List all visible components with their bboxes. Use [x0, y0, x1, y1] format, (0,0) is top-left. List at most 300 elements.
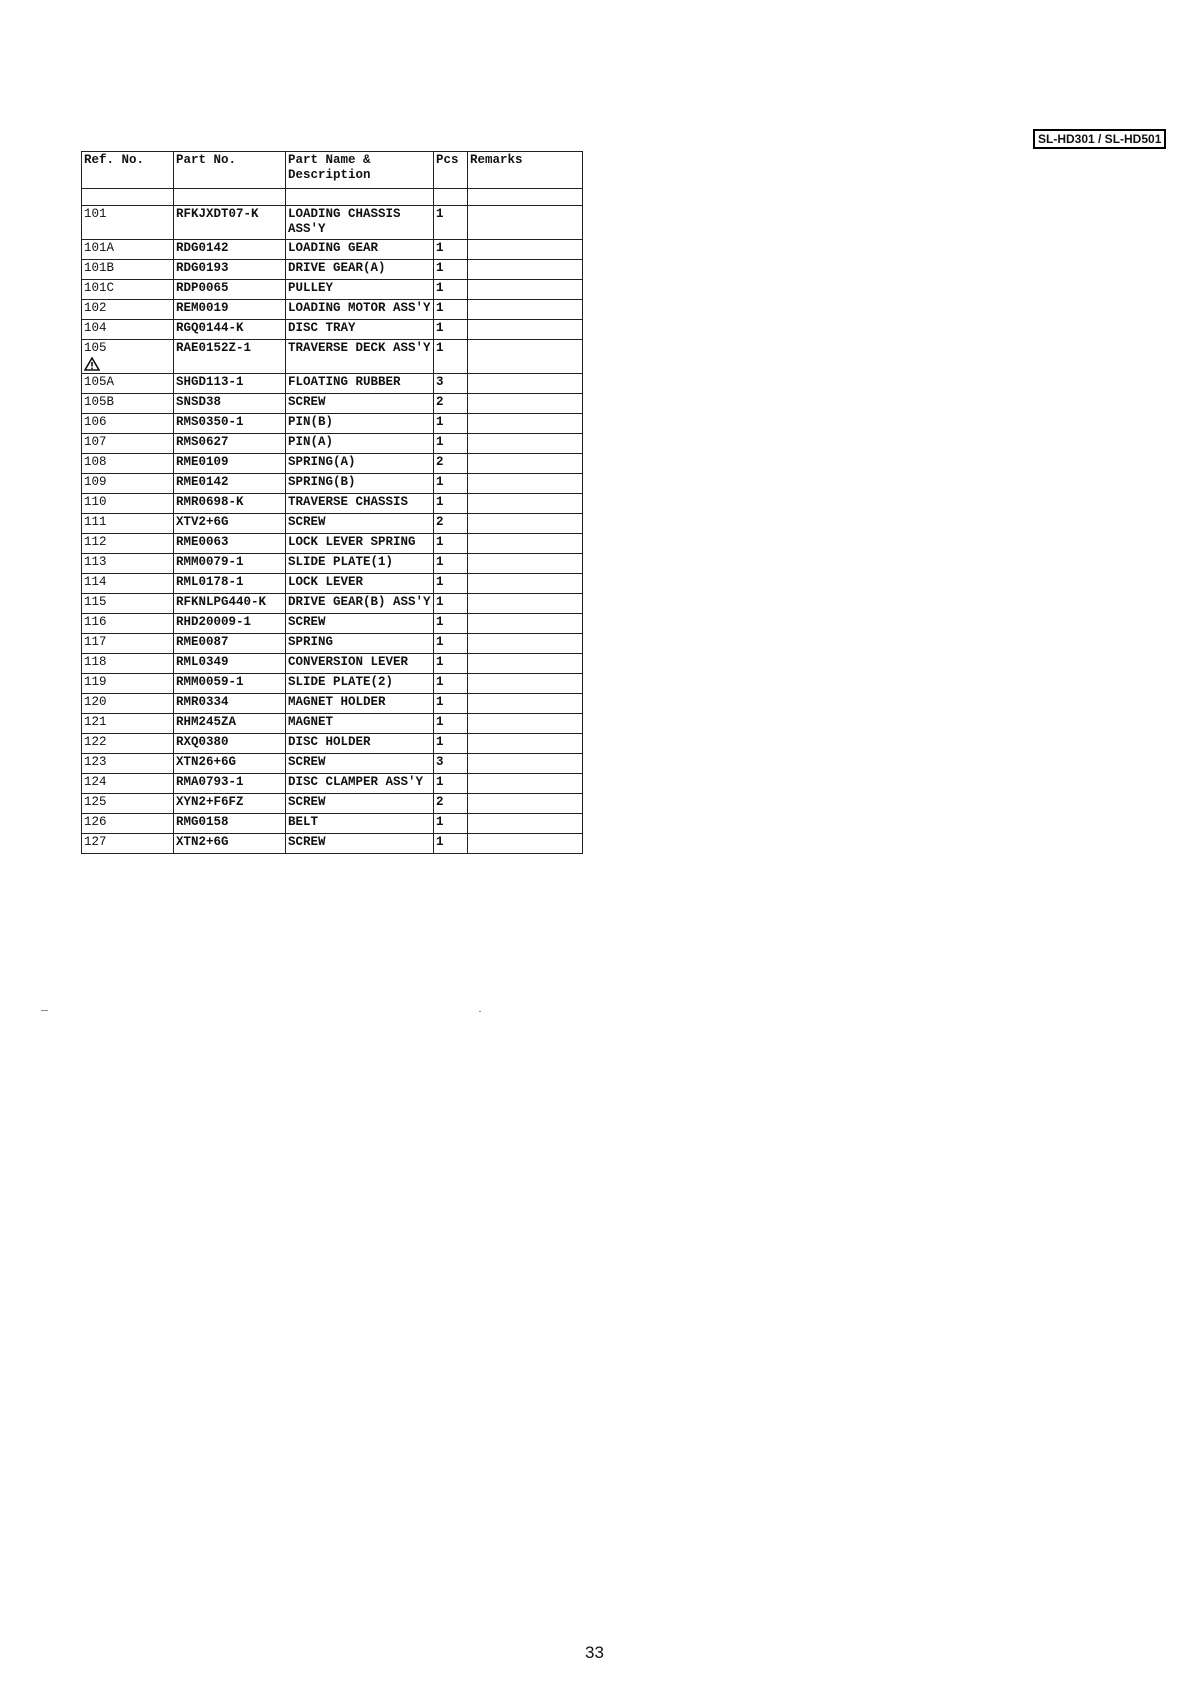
part-no-cell — [174, 554, 286, 574]
ref-no-cell — [82, 434, 174, 454]
part-no-cell — [174, 374, 286, 394]
part-no-cell — [174, 674, 286, 694]
pcs-cell-text: 1 — [436, 835, 444, 849]
pcs-cell — [434, 794, 468, 814]
part-no-cell-text: RHD20009-1 — [176, 615, 252, 629]
part-name-cell — [286, 754, 434, 774]
remarks-cell — [468, 574, 583, 594]
part-name-cell — [286, 474, 434, 494]
ref-no-cell-text: 122 — [84, 735, 107, 749]
ref-no-cell-text: 117 — [84, 635, 107, 649]
pcs-cell — [434, 434, 468, 454]
part-name-cell — [286, 714, 434, 734]
remarks-cell — [468, 654, 583, 674]
table-row — [82, 434, 583, 454]
table-row — [82, 394, 583, 414]
pcs-cell — [434, 374, 468, 394]
ref-no-cell-text: 116 — [84, 615, 107, 629]
table-row — [82, 534, 583, 554]
part-no-cell-text: RML0349 — [176, 655, 229, 669]
remarks-cell — [468, 494, 583, 514]
pcs-cell-text: 1 — [436, 735, 444, 749]
ref-no-cell — [82, 300, 174, 320]
part-name-cell-text: LOADING GEAR — [288, 241, 379, 255]
part-name-cell — [286, 260, 434, 280]
part-no-cell-text: RFKNLPG440-K — [176, 595, 267, 609]
ref-no-cell — [82, 574, 174, 594]
part-name-cell — [286, 694, 434, 714]
table-row — [82, 614, 583, 634]
model-label: SL-HD301 / SL-HD501 — [1033, 129, 1166, 149]
table-row — [82, 814, 583, 834]
part-name-cell — [286, 374, 434, 394]
remarks-cell — [468, 534, 583, 554]
table-row — [82, 320, 583, 340]
part-no-cell — [174, 300, 286, 320]
part-no-cell-text: RDP0065 — [176, 281, 229, 295]
pcs-cell — [434, 206, 468, 240]
part-name-cell — [286, 454, 434, 474]
ref-no-cell-text: 110 — [84, 495, 107, 509]
part-no-cell-text: RMM0079-1 — [176, 555, 244, 569]
ref-no-cell — [82, 474, 174, 494]
pcs-cell-text: 1 — [436, 595, 444, 609]
part-name-cell — [286, 634, 434, 654]
pcs-cell — [434, 774, 468, 794]
part-no-cell — [174, 614, 286, 634]
part-name-cell — [286, 774, 434, 794]
part-no-cell-text: RMA0793-1 — [176, 775, 244, 789]
part-no-cell — [174, 694, 286, 714]
ref-no-cell-text: 108 — [84, 455, 107, 469]
part-no-cell — [174, 414, 286, 434]
ref-no-cell-text: 123 — [84, 755, 107, 769]
table-row — [82, 714, 583, 734]
part-name-cell-text: SCREW — [288, 615, 326, 629]
part-no-cell — [174, 320, 286, 340]
table-row — [82, 834, 583, 854]
pcs-cell — [434, 514, 468, 534]
table-row — [82, 674, 583, 694]
ref-no-cell — [82, 814, 174, 834]
table-row — [82, 300, 583, 320]
part-name-cell-text: PULLEY — [288, 281, 334, 295]
remarks-cell — [468, 774, 583, 794]
column-header-remarks: Remarks — [468, 152, 583, 189]
safety-warning-icon — [84, 357, 171, 371]
remarks-cell — [468, 394, 583, 414]
part-no-cell-text: RHM245ZA — [176, 715, 237, 729]
pcs-cell — [434, 240, 468, 260]
table-row — [82, 374, 583, 394]
part-name-cell-text: SPRING — [288, 635, 334, 649]
part-name-cell — [286, 206, 434, 240]
table-row — [82, 774, 583, 794]
table-row — [82, 694, 583, 714]
ref-no-cell — [82, 414, 174, 434]
ref-no-cell — [82, 714, 174, 734]
part-name-cell-text: SCREW — [288, 395, 326, 409]
part-name-cell — [286, 280, 434, 300]
pcs-cell-text: 3 — [436, 755, 444, 769]
pcs-cell — [434, 754, 468, 774]
part-name-cell — [286, 320, 434, 340]
part-name-cell — [286, 574, 434, 594]
pcs-cell — [434, 594, 468, 614]
pcs-cell — [434, 474, 468, 494]
column-header-pcs: Pcs — [434, 152, 468, 189]
ref-no-cell — [82, 654, 174, 674]
part-name-cell-text: FLOATING RUBBER — [288, 375, 401, 389]
table-row — [82, 654, 583, 674]
part-name-cell-text: LOCK LEVER — [288, 575, 364, 589]
pcs-cell-text: 1 — [436, 495, 444, 509]
table-row — [82, 474, 583, 494]
part-name-cell-text: PIN(A) — [288, 435, 334, 449]
pcs-cell — [434, 300, 468, 320]
part-no-cell — [174, 654, 286, 674]
part-no-cell — [174, 474, 286, 494]
pcs-cell — [434, 834, 468, 854]
part-no-cell-text: RMS0350-1 — [176, 415, 244, 429]
ref-no-cell — [82, 634, 174, 654]
ref-no-cell — [82, 674, 174, 694]
remarks-cell — [468, 454, 583, 474]
part-no-cell-text: RME0063 — [176, 535, 229, 549]
part-name-cell — [286, 594, 434, 614]
pcs-cell — [434, 634, 468, 654]
ref-no-cell — [82, 260, 174, 280]
part-name-cell-text: SCREW — [288, 795, 326, 809]
ref-no-cell-text: 121 — [84, 715, 107, 729]
pcs-cell — [434, 674, 468, 694]
part-name-cell — [286, 734, 434, 754]
part-name-cell — [286, 434, 434, 454]
column-header-part-no: Part No. — [174, 152, 286, 189]
remarks-cell — [468, 206, 583, 240]
pcs-cell-text: 1 — [436, 615, 444, 629]
pcs-cell — [434, 414, 468, 434]
parts-list-table — [81, 151, 583, 854]
table-row — [82, 414, 583, 434]
part-name-cell — [286, 394, 434, 414]
part-name-cell — [286, 794, 434, 814]
pcs-cell-text: 1 — [436, 675, 444, 689]
pcs-cell — [434, 340, 468, 374]
table-body — [82, 206, 583, 854]
part-name-cell — [286, 240, 434, 260]
page-number: 33 — [585, 1643, 604, 1662]
part-name-cell-text: DISC HOLDER — [288, 735, 371, 749]
pcs-cell-text: 1 — [436, 321, 444, 335]
pcs-cell — [434, 554, 468, 574]
part-no-cell-text: RMM0059-1 — [176, 675, 244, 689]
remarks-cell — [468, 514, 583, 534]
part-no-cell — [174, 834, 286, 854]
remarks-cell — [468, 794, 583, 814]
part-name-cell-text: SCREW — [288, 835, 326, 849]
part-name-cell — [286, 534, 434, 554]
remarks-cell — [468, 240, 583, 260]
part-no-cell — [174, 754, 286, 774]
pcs-cell-text: 2 — [436, 455, 444, 469]
table-row — [82, 260, 583, 280]
part-no-cell-text: RMR0334 — [176, 695, 229, 709]
part-no-cell-text: RFKJXDT07-K — [176, 207, 259, 221]
pcs-cell-text: 1 — [436, 415, 444, 429]
remarks-cell — [468, 834, 583, 854]
remarks-cell — [468, 414, 583, 434]
ref-no-cell — [82, 240, 174, 260]
header-spacer-row — [82, 189, 583, 206]
part-no-cell-text: RME0142 — [176, 475, 229, 489]
ref-no-cell-text: 105A — [84, 375, 115, 389]
ref-no-cell — [82, 494, 174, 514]
part-no-cell-text: SNSD38 — [176, 395, 222, 409]
part-no-cell — [174, 494, 286, 514]
ref-no-cell-text: 101A — [84, 241, 115, 255]
part-no-cell — [174, 574, 286, 594]
ref-no-cell — [82, 754, 174, 774]
ref-no-cell-text: 118 — [84, 655, 107, 669]
remarks-cell — [468, 734, 583, 754]
ref-no-cell-text: 125 — [84, 795, 107, 809]
part-no-cell — [174, 260, 286, 280]
remarks-cell — [468, 280, 583, 300]
part-no-cell-text: XTN26+6G — [176, 755, 237, 769]
pcs-cell — [434, 494, 468, 514]
part-name-cell-text: TRAVERSE DECK ASS'Y — [288, 341, 431, 355]
part-no-cell-text: RDG0142 — [176, 241, 229, 255]
table-row — [82, 754, 583, 774]
part-name-cell — [286, 654, 434, 674]
part-no-cell — [174, 240, 286, 260]
remarks-cell — [468, 260, 583, 280]
part-name-cell — [286, 494, 434, 514]
pcs-cell — [434, 534, 468, 554]
part-no-cell-text: XTN2+6G — [176, 835, 229, 849]
table-row — [82, 514, 583, 534]
part-no-cell — [174, 206, 286, 240]
column-header-part-name: Part Name & Description — [286, 152, 434, 189]
ref-no-cell — [82, 594, 174, 614]
ref-no-cell — [82, 614, 174, 634]
part-name-cell — [286, 300, 434, 320]
ref-no-cell-text: 106 — [84, 415, 107, 429]
pcs-cell-text: 1 — [436, 475, 444, 489]
part-name-cell-text: CONVERSION LEVER — [288, 655, 409, 669]
pcs-cell-text: 1 — [436, 715, 444, 729]
scan-mark — [41, 1010, 48, 1011]
part-no-cell-text: RGQ0144-K — [176, 321, 244, 335]
part-no-cell-text: XTV2+6G — [176, 515, 229, 529]
part-name-cell-text: SPRING(B) — [288, 475, 356, 489]
part-no-cell-text: REM0019 — [176, 301, 229, 315]
part-no-cell — [174, 340, 286, 374]
part-no-cell-text: XYN2+F6FZ — [176, 795, 244, 809]
part-no-cell-text: RMR0698-K — [176, 495, 244, 509]
ref-no-cell-text: 109 — [84, 475, 107, 489]
part-no-cell-text: RAE0152Z-1 — [176, 341, 252, 355]
remarks-cell — [468, 614, 583, 634]
part-name-cell-text: BELT — [288, 815, 319, 829]
pcs-cell-text: 1 — [436, 435, 444, 449]
part-name-cell-text: PIN(B) — [288, 415, 334, 429]
part-no-cell-text: RDG0193 — [176, 261, 229, 275]
table-row — [82, 206, 583, 240]
part-no-cell-text: RMG0158 — [176, 815, 229, 829]
part-name-cell — [286, 834, 434, 854]
table-row — [82, 794, 583, 814]
ref-no-cell-text: 101C — [84, 281, 115, 295]
pcs-cell-text: 3 — [436, 375, 444, 389]
ref-no-cell-text: 112 — [84, 535, 107, 549]
pcs-cell-text: 2 — [436, 395, 444, 409]
pcs-cell — [434, 814, 468, 834]
part-no-cell-text: RME0087 — [176, 635, 229, 649]
ref-no-cell — [82, 534, 174, 554]
ref-no-cell — [82, 554, 174, 574]
remarks-cell — [468, 634, 583, 654]
ref-no-cell — [82, 734, 174, 754]
ref-no-cell-text: 105B — [84, 395, 115, 409]
pcs-cell — [434, 734, 468, 754]
part-no-cell — [174, 454, 286, 474]
table-row — [82, 734, 583, 754]
part-no-cell — [174, 514, 286, 534]
part-no-cell — [174, 280, 286, 300]
table-row — [82, 280, 583, 300]
ref-no-cell — [82, 794, 174, 814]
remarks-cell — [468, 300, 583, 320]
pcs-cell — [434, 394, 468, 414]
pcs-cell — [434, 614, 468, 634]
part-name-cell-text: MAGNET — [288, 715, 334, 729]
ref-no-cell-text: 126 — [84, 815, 107, 829]
part-name-cell — [286, 554, 434, 574]
remarks-cell — [468, 674, 583, 694]
remarks-cell — [468, 474, 583, 494]
column-header-ref-no: Ref. No. — [82, 152, 174, 189]
ref-no-cell — [82, 454, 174, 474]
ref-no-cell-text: 114 — [84, 575, 107, 589]
table-row — [82, 340, 583, 374]
pcs-cell-text: 1 — [436, 241, 444, 255]
ref-no-cell — [82, 206, 174, 240]
part-no-cell — [174, 794, 286, 814]
part-no-cell — [174, 434, 286, 454]
ref-no-cell — [82, 374, 174, 394]
pcs-cell-text: 1 — [436, 261, 444, 275]
scan-mark — [479, 1011, 481, 1012]
remarks-cell — [468, 714, 583, 734]
part-name-cell-text: DRIVE GEAR(B) ASS'Y — [288, 595, 431, 609]
pcs-cell-text: 1 — [436, 281, 444, 295]
part-no-cell — [174, 814, 286, 834]
pcs-cell-text: 1 — [436, 555, 444, 569]
ref-no-cell-text: 111 — [84, 515, 107, 529]
pcs-cell — [434, 280, 468, 300]
part-no-cell — [174, 394, 286, 414]
ref-no-cell — [82, 514, 174, 534]
part-name-cell-text: LOADING MOTOR ASS'Y — [288, 301, 431, 315]
part-name-cell-text: MAGNET HOLDER — [288, 695, 386, 709]
ref-no-cell-text: 107 — [84, 435, 107, 449]
ref-no-cell — [82, 694, 174, 714]
part-name-cell-text: TRAVERSE CHASSIS — [288, 495, 409, 509]
ref-no-cell-text: 101 — [84, 207, 107, 221]
part-name-cell-text: LOCK LEVER SPRING — [288, 535, 416, 549]
pcs-cell-text: 1 — [436, 635, 444, 649]
ref-no-cell — [82, 340, 174, 374]
part-name-cell-text: SCREW — [288, 755, 326, 769]
pcs-cell — [434, 694, 468, 714]
part-name-cell-text: SLIDE PLATE(1) — [288, 555, 394, 569]
part-no-cell — [174, 714, 286, 734]
table-row — [82, 594, 583, 614]
ref-no-cell-text: 104 — [84, 321, 107, 335]
pcs-cell-text: 1 — [436, 655, 444, 669]
part-name-cell — [286, 414, 434, 434]
pcs-cell-text: 1 — [436, 775, 444, 789]
pcs-cell — [434, 714, 468, 734]
part-name-cell — [286, 674, 434, 694]
pcs-cell-text: 1 — [436, 301, 444, 315]
remarks-cell — [468, 554, 583, 574]
table-row — [82, 454, 583, 474]
ref-no-cell-text: 120 — [84, 695, 107, 709]
ref-no-cell-text: 119 — [84, 675, 107, 689]
part-name-cell-text: DISC TRAY — [288, 321, 356, 335]
table-row — [82, 554, 583, 574]
remarks-cell — [468, 320, 583, 340]
part-name-cell — [286, 340, 434, 374]
part-name-cell — [286, 514, 434, 534]
part-no-cell-text: RML0178-1 — [176, 575, 244, 589]
remarks-cell — [468, 814, 583, 834]
part-name-cell-text: SLIDE PLATE(2) — [288, 675, 394, 689]
remarks-cell — [468, 754, 583, 774]
ref-no-cell-text: 102 — [84, 301, 107, 315]
pcs-cell-text: 1 — [436, 207, 444, 221]
ref-no-cell-text: 113 — [84, 555, 107, 569]
pcs-cell — [434, 454, 468, 474]
part-name-cell — [286, 814, 434, 834]
part-name-cell-text: SCREW — [288, 515, 326, 529]
part-no-cell-text: RXQ0380 — [176, 735, 229, 749]
ref-no-cell-text: 115 — [84, 595, 107, 609]
pcs-cell — [434, 260, 468, 280]
pcs-cell-text: 1 — [436, 815, 444, 829]
ref-no-cell-text: 105 — [84, 341, 107, 355]
ref-no-cell — [82, 394, 174, 414]
pcs-cell-text: 2 — [436, 515, 444, 529]
part-name-cell-text: LOADING CHASSIS ASS'Y — [288, 207, 401, 236]
remarks-cell — [468, 594, 583, 614]
part-name-cell — [286, 614, 434, 634]
part-no-cell — [174, 594, 286, 614]
ref-no-cell-text: 127 — [84, 835, 107, 849]
pcs-cell — [434, 574, 468, 594]
pcs-cell-text: 1 — [436, 535, 444, 549]
pcs-cell — [434, 320, 468, 340]
part-name-cell-text: DRIVE GEAR(A) — [288, 261, 386, 275]
table-header — [82, 152, 583, 206]
table-row — [82, 494, 583, 514]
ref-no-cell — [82, 834, 174, 854]
part-no-cell-text: RME0109 — [176, 455, 229, 469]
table-row — [82, 634, 583, 654]
